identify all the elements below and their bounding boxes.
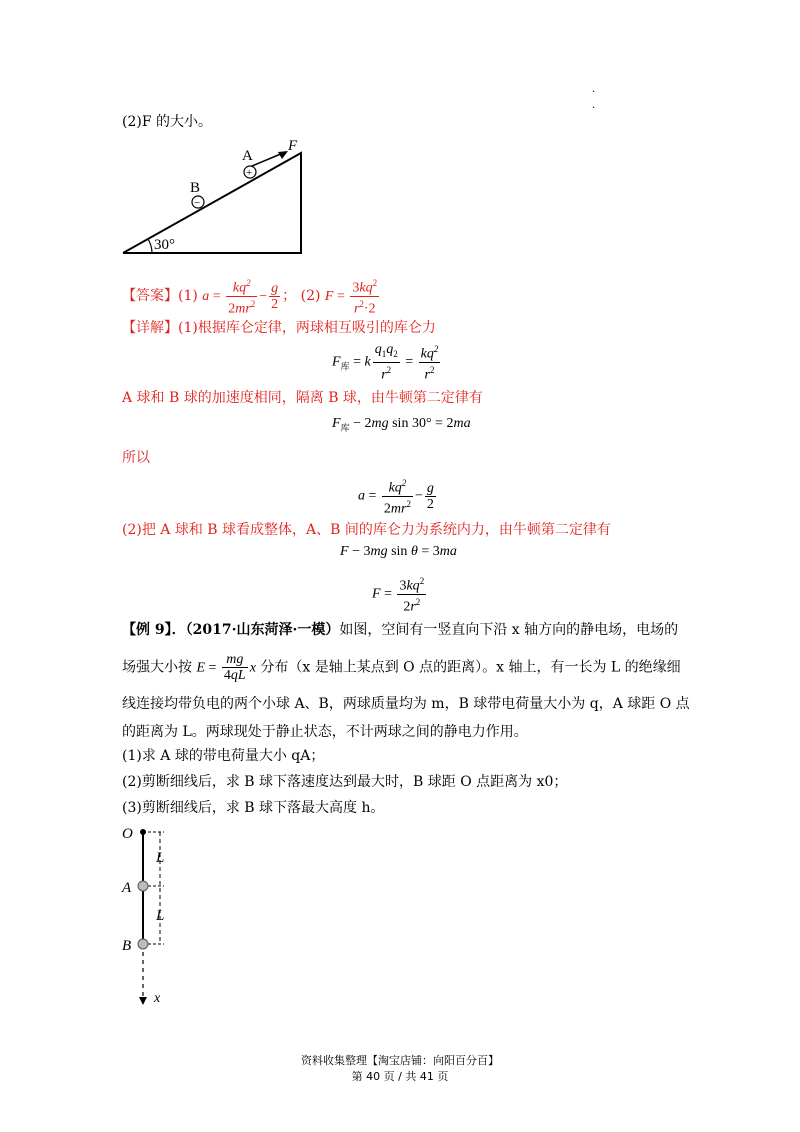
axis-figure: [118, 822, 198, 1012]
incline-triangle: [123, 153, 301, 253]
header-dot: .: [592, 84, 596, 95]
answer-part2: (2): [300, 288, 321, 305]
example-line-3: 线连接均带负电的两个小球 A、B，两球质量均为 m，B 球带电荷量大小为 q，A 球距 O 点: [122, 696, 690, 712]
example-line-4: 的距离为 L。两球现处于静止状态，不计两球之间的静电力作用。: [122, 724, 528, 740]
ball-B: [138, 939, 148, 949]
answer-tag: 【答案】: [122, 288, 178, 305]
label-A: A: [122, 880, 132, 896]
header-dot: .: [592, 100, 596, 111]
ball-A: [138, 881, 148, 891]
label-F: F: [288, 138, 298, 154]
example-question-2: (2)剪断细线后，求 B 球下落速度达到最大时，B 球距 O 点距离为 x0；: [122, 774, 568, 790]
angle-arc: [148, 239, 152, 253]
angle-label: 30°: [154, 237, 175, 253]
minus-sign: −: [194, 197, 201, 209]
label-x: x: [154, 991, 161, 1006]
example-tag: 【例 9】: [122, 622, 172, 638]
label-B: B: [190, 180, 201, 196]
example-question-1: (1)求 A 球的带电荷量大小 qA；: [122, 748, 325, 764]
equation-newton-B: $F_库 - 2mg$ sin 30° = 2ma: [332, 416, 471, 433]
detail-line-4: (2)把 A 球和 B 球看成整体，A、B 间的库仑力为系统内力，由牛顿第二定律有: [122, 522, 611, 538]
label-A: A: [242, 148, 253, 164]
equation-system: F − 3mg sin θ = 3ma: [340, 544, 457, 559]
label-B: B: [122, 938, 132, 954]
label-L1: L: [156, 850, 165, 866]
detail-line-1: 【详解】(1)根据库仑定律，两球相互吸引的库仑力: [122, 320, 436, 336]
detail-tag: 【详解】: [122, 320, 178, 336]
label-O: O: [122, 826, 133, 842]
point-O: [140, 829, 146, 835]
plus-sign: +: [246, 167, 253, 179]
equation-coulomb: $F_库 = k$ $\frac{q_1q_2}{r^2}$ = $\frac{kq^2}{r^2}$: [332, 342, 439, 383]
question-2-label: (2)F 的大小。: [122, 114, 212, 130]
answer-sep: ；: [282, 288, 297, 305]
incline-figure: [118, 136, 318, 260]
label-L2: L: [156, 908, 165, 924]
equation-a: a = $\frac{kq^2}{2mr^2}$ − $\frac{g}{2}$: [358, 478, 434, 517]
detail-line-3: 所以: [122, 450, 150, 466]
example-source: ．（2017·山东菏泽·一模）: [171, 622, 340, 638]
footer-page-number: 第 40 页 / 共 41 页: [351, 1070, 449, 1083]
answer-line: 【答案】(1) a = $\frac{kq^2}{2mr^2}$ − $\frac{g}{2}$ ； (2) F = $\frac{3kq^2}{r^2\cdot 2}$: [122, 278, 378, 317]
force-arrow: [252, 153, 283, 166]
footer-line-1: 资料收集整理【淘宝店铺：向阳百分百】: [301, 1054, 499, 1067]
example-line-2: 场强大小按 E = $\frac{mg}{4qL}$ x 分布（x 是轴上某点到 O 点的距离）。x 轴上，有一长为 L 的绝缘细: [122, 652, 681, 683]
example-question-3: (3)剪断细线后，求 B 球下落最大高度 h。: [122, 800, 385, 816]
axis-arrow: [139, 997, 147, 1005]
answer-part1: (1): [178, 288, 198, 305]
example-line-1: 【例 9】．（2017·山东菏泽·一模）如图，空间有一竖直向下沿 x 轴方向的静电场，电场的: [122, 622, 679, 638]
detail-line-2: A 球和 B 球的加速度相同，隔离 B 球，由牛顿第二定律有: [122, 390, 483, 406]
equation-F: F = $\frac{3kq^2}{2r^2}$: [372, 576, 425, 615]
